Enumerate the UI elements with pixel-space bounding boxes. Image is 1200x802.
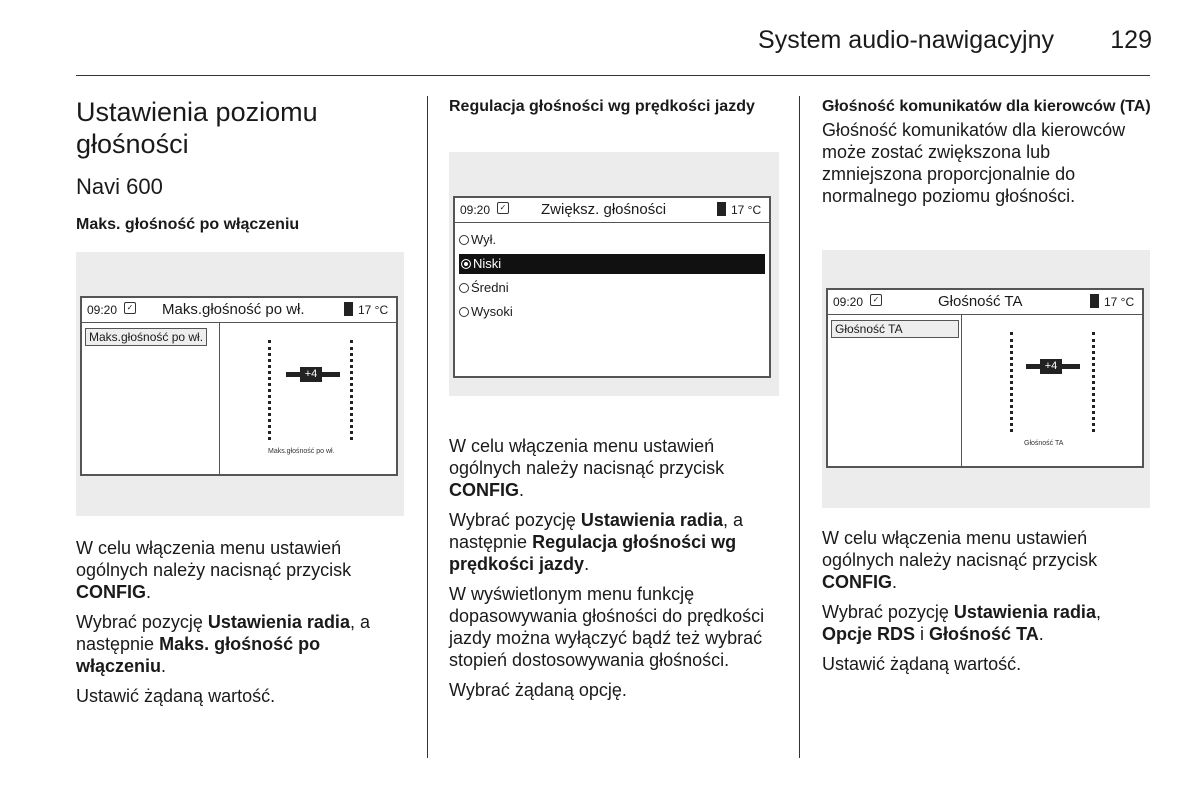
column-2-body xyxy=(449,435,779,701)
paragraph: W celu włączenia menu ustawień ogólnych należy nacisnąć przycisk CONFIG. xyxy=(76,538,352,602)
paragraph: W celu włączenia menu ustawień ogólnych należy nacisnąć przycisk CONFIG. xyxy=(449,436,725,500)
menu-tab[interactable]: Głośność TA xyxy=(831,320,959,338)
option-off[interactable]: Wył. xyxy=(459,230,496,250)
clock-icon: ✓ xyxy=(124,302,136,314)
navi-subtitle: Navi 600 xyxy=(76,174,163,199)
thermometer-icon xyxy=(344,302,353,316)
clock-icon: ✓ xyxy=(497,202,509,214)
paragraph: Ustawić żądaną wartość. xyxy=(76,686,276,706)
paragraph: Ustawić żądaną wartość. xyxy=(822,654,1022,674)
radio-icon xyxy=(459,307,469,317)
screen-divider xyxy=(219,322,220,474)
scale-left xyxy=(268,340,274,440)
option-medium[interactable]: Średni xyxy=(459,278,509,298)
menu-tab[interactable]: Maks.głośność po wł. xyxy=(85,328,207,346)
column-3-body xyxy=(822,527,1152,675)
status-bar xyxy=(455,198,769,223)
option-high[interactable]: Wysoki xyxy=(459,302,513,322)
radio-selected-icon xyxy=(461,259,471,269)
slider-label: Głośność TA xyxy=(1024,440,1064,447)
page-number: 129 xyxy=(1110,26,1152,54)
paragraph: W wyświetlonym menu funkcję dopasowywania głośności do prędkości jazdy można wyłączyć bądź też wybrać stopień dostosowywania głośności. xyxy=(449,584,765,670)
display-screen xyxy=(453,196,771,378)
status-bar xyxy=(828,290,1142,315)
column-1 xyxy=(76,96,406,235)
header-rule xyxy=(76,75,1150,76)
thermometer-icon xyxy=(717,202,726,216)
scale-left xyxy=(1010,332,1016,432)
column-divider xyxy=(799,96,800,758)
column-1-body xyxy=(76,537,406,707)
radio-icon xyxy=(459,283,469,293)
page-title: Ustawienia poziomu głośności xyxy=(76,97,318,159)
screen-figure xyxy=(449,152,779,396)
radio-icon xyxy=(459,235,469,245)
screen-title: Maks.głośność po wł. xyxy=(162,301,305,318)
paragraph: Wybrać pozycję Ustawienia radia, a następnie Maks. głośność po włączeniu. xyxy=(76,612,370,676)
clock-time: 09:20 xyxy=(833,295,864,309)
scale-right xyxy=(1092,332,1098,432)
temperature: 17 °C xyxy=(731,203,762,217)
status-bar xyxy=(82,298,396,323)
paragraph: Wybrać żądaną opcję. xyxy=(449,680,627,700)
column-divider xyxy=(427,96,428,758)
temperature: 17 °C xyxy=(358,303,389,317)
screen-figure xyxy=(822,250,1150,508)
column-3 xyxy=(822,96,1152,207)
clock-time: 09:20 xyxy=(87,303,118,317)
section-heading: Maks. głośność po włączeniu xyxy=(76,216,300,233)
section-heading: Głośność komunikatów dla kierowców (TA) xyxy=(822,98,1151,115)
option-low[interactable]: Niski xyxy=(459,254,765,274)
paragraph: Wybrać pozycję Ustawienia radia, a następnie Regulacja głośności wg prędkości jazdy. xyxy=(449,510,743,574)
column-2 xyxy=(449,96,779,117)
section-heading: Regulacja głośności wg prędkości jazdy xyxy=(449,98,755,115)
screen-figure xyxy=(76,252,404,516)
display-screen xyxy=(80,296,398,476)
paragraph: Wybrać pozycję Ustawienia radia, Opcje RDS i Głośność TA. xyxy=(822,602,1101,644)
clock-time: 09:20 xyxy=(460,203,491,217)
temperature: 17 °C xyxy=(1104,295,1135,309)
screen-title: Głośność TA xyxy=(938,293,1023,310)
screen-divider xyxy=(961,314,962,466)
running-title: System audio-nawigacyjny xyxy=(758,26,1054,54)
slider-value[interactable]: +4 xyxy=(300,367,322,382)
display-screen xyxy=(826,288,1144,468)
intro-paragraph: Głośność komunikatów dla kierowców może zostać zwiększona lub zmniejszona proporcjonalnie do normalnego poziomu głośności. xyxy=(822,120,1126,206)
clock-icon: ✓ xyxy=(870,294,882,306)
paragraph: W celu włączenia menu ustawień ogólnych należy nacisnąć przycisk CONFIG. xyxy=(822,528,1098,592)
slider-label: Maks.głośność po wł. xyxy=(268,448,335,455)
thermometer-icon xyxy=(1090,294,1099,308)
scale-right xyxy=(350,340,356,440)
screen-title: Zwiększ. głośności xyxy=(541,201,667,218)
slider-value[interactable]: +4 xyxy=(1040,359,1062,374)
